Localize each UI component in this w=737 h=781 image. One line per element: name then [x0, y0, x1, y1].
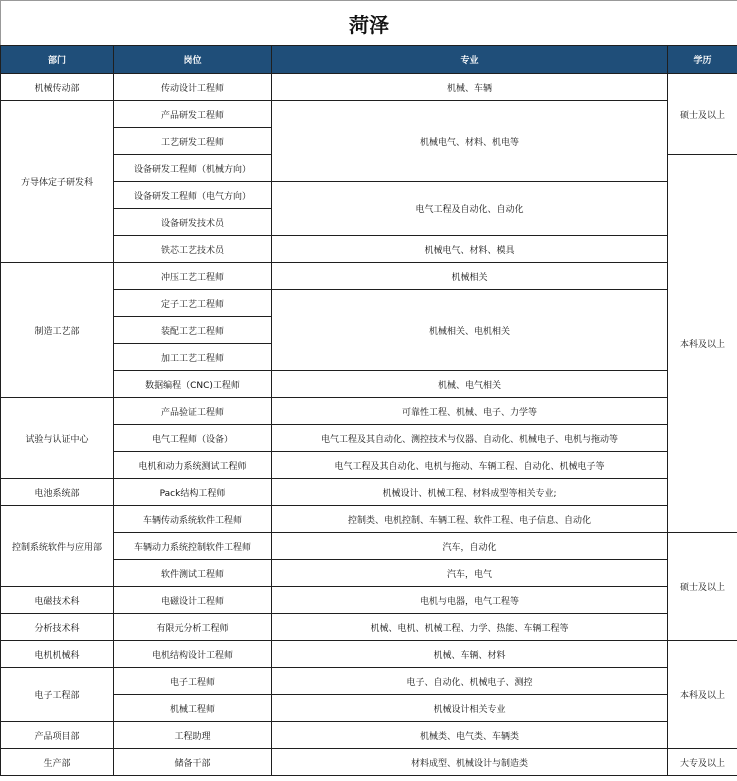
dept-cell: 电子工程部	[1, 668, 114, 722]
position-cell: 储备干部	[114, 749, 272, 776]
edu-cell: 硕士及以上	[668, 74, 737, 155]
position-cell: 电机结构设计工程师	[114, 641, 272, 668]
major-cell: 机械、车辆	[272, 74, 668, 101]
header-dept: 部门	[1, 46, 114, 74]
position-cell: Pack结构工程师	[114, 479, 272, 506]
table-row	[1, 614, 737, 641]
edu-cell: 本科及以上	[668, 641, 737, 749]
dept-cell: 电池系统部	[1, 479, 114, 506]
dept-cell: 试验与认证中心	[1, 398, 114, 479]
major-cell: 汽车，自动化	[272, 533, 668, 560]
position-cell: 软件测试工程师	[114, 560, 272, 587]
table-row	[1, 587, 737, 614]
position-cell: 有限元分析工程师	[114, 614, 272, 641]
position-cell: 电气工程师（设备）	[114, 425, 272, 452]
table-row	[1, 74, 737, 101]
major-cell: 机械相关	[272, 263, 668, 290]
major-cell: 电子、自动化、机械电子、测控	[272, 668, 668, 695]
position-cell: 铁芯工艺技术员	[114, 236, 272, 263]
header-major: 专业	[272, 46, 668, 74]
position-cell: 传动设计工程师	[114, 74, 272, 101]
position-cell: 加工工艺工程师	[114, 344, 272, 371]
major-cell: 材料成型、机械设计与制造类	[272, 749, 668, 776]
position-cell: 设备研发工程师（机械方向）	[114, 155, 272, 182]
header-position: 岗位	[114, 46, 272, 74]
position-cell: 电子工程师	[114, 668, 272, 695]
major-cell: 机械、车辆、材料	[272, 641, 668, 668]
position-cell: 冲压工艺工程师	[114, 263, 272, 290]
dept-cell: 方导体定子研发科	[1, 101, 114, 263]
major-cell: 电气工程及其自动化、电机与拖动、车辆工程、自动化、机械电子等	[272, 452, 668, 479]
major-cell: 电气工程及其自动化、测控技术与仪器、自动化、机械电子、电机与拖动等	[272, 425, 668, 452]
major-cell: 机械设计相关专业	[272, 695, 668, 722]
position-cell: 电机和动力系统测试工程师	[114, 452, 272, 479]
table-row	[1, 398, 737, 425]
position-cell: 设备研发工程师（电气方向）	[114, 182, 272, 209]
table-row	[1, 668, 737, 695]
position-cell: 电磁设计工程师	[114, 587, 272, 614]
table-row	[1, 101, 737, 128]
dept-cell: 机械传动部	[1, 74, 114, 101]
position-cell: 车辆动力系统控制软件工程师	[114, 533, 272, 560]
dept-cell: 产品项目部	[1, 722, 114, 749]
major-cell: 可靠性工程、机械、电子、力学等	[272, 398, 668, 425]
major-cell: 机械电气、材料、模具	[272, 236, 668, 263]
edu-cell: 大专及以上	[668, 749, 737, 776]
position-cell: 定子工艺工程师	[114, 290, 272, 317]
dept-cell: 分析技术科	[1, 614, 114, 641]
dept-cell: 制造工艺部	[1, 263, 114, 398]
major-cell: 机械类、电气类、车辆类	[272, 722, 668, 749]
position-cell: 设备研发技术员	[114, 209, 272, 236]
major-cell: 机械、电气相关	[272, 371, 668, 398]
position-cell: 工艺研发工程师	[114, 128, 272, 155]
dept-cell: 电机机械科	[1, 641, 114, 668]
position-cell: 机械工程师	[114, 695, 272, 722]
edu-cell: 硕士及以上	[668, 533, 737, 641]
major-cell: 电气工程及自动化、自动化	[272, 182, 668, 236]
position-cell: 车辆传动系统软件工程师	[114, 506, 272, 533]
position-cell: 数据编程（CNC)工程师	[114, 371, 272, 398]
position-cell: 产品验证工程师	[114, 398, 272, 425]
table-row	[1, 641, 737, 668]
edu-cell: 本科及以上	[668, 155, 737, 533]
dept-cell: 生产部	[1, 749, 114, 776]
major-cell: 机械、电机、机械工程、力学、热能、车辆工程等	[272, 614, 668, 641]
dept-cell: 电磁技术科	[1, 587, 114, 614]
table-row	[1, 479, 737, 506]
table-row	[1, 749, 737, 776]
position-cell: 装配工艺工程师	[114, 317, 272, 344]
dept-cell: 控制系统软件与应用部	[1, 506, 114, 587]
major-cell: 机械相关、电机相关	[272, 290, 668, 371]
position-cell: 工程助理	[114, 722, 272, 749]
major-cell: 机械设计、机械工程、材料成型等相关专业;	[272, 479, 668, 506]
sheet-title: 菏泽	[1, 1, 737, 46]
table-row	[1, 263, 737, 290]
major-cell: 汽车，电气	[272, 560, 668, 587]
table-row	[1, 722, 737, 749]
table-row	[1, 506, 737, 533]
position-cell: 产品研发工程师	[114, 101, 272, 128]
major-cell: 机械电气、材料、机电等	[272, 101, 668, 182]
major-cell: 电机与电器，电气工程等	[272, 587, 668, 614]
header-edu: 学历	[668, 46, 737, 74]
major-cell: 控制类、电机控制、车辆工程、软件工程、电子信息、自动化	[272, 506, 668, 533]
